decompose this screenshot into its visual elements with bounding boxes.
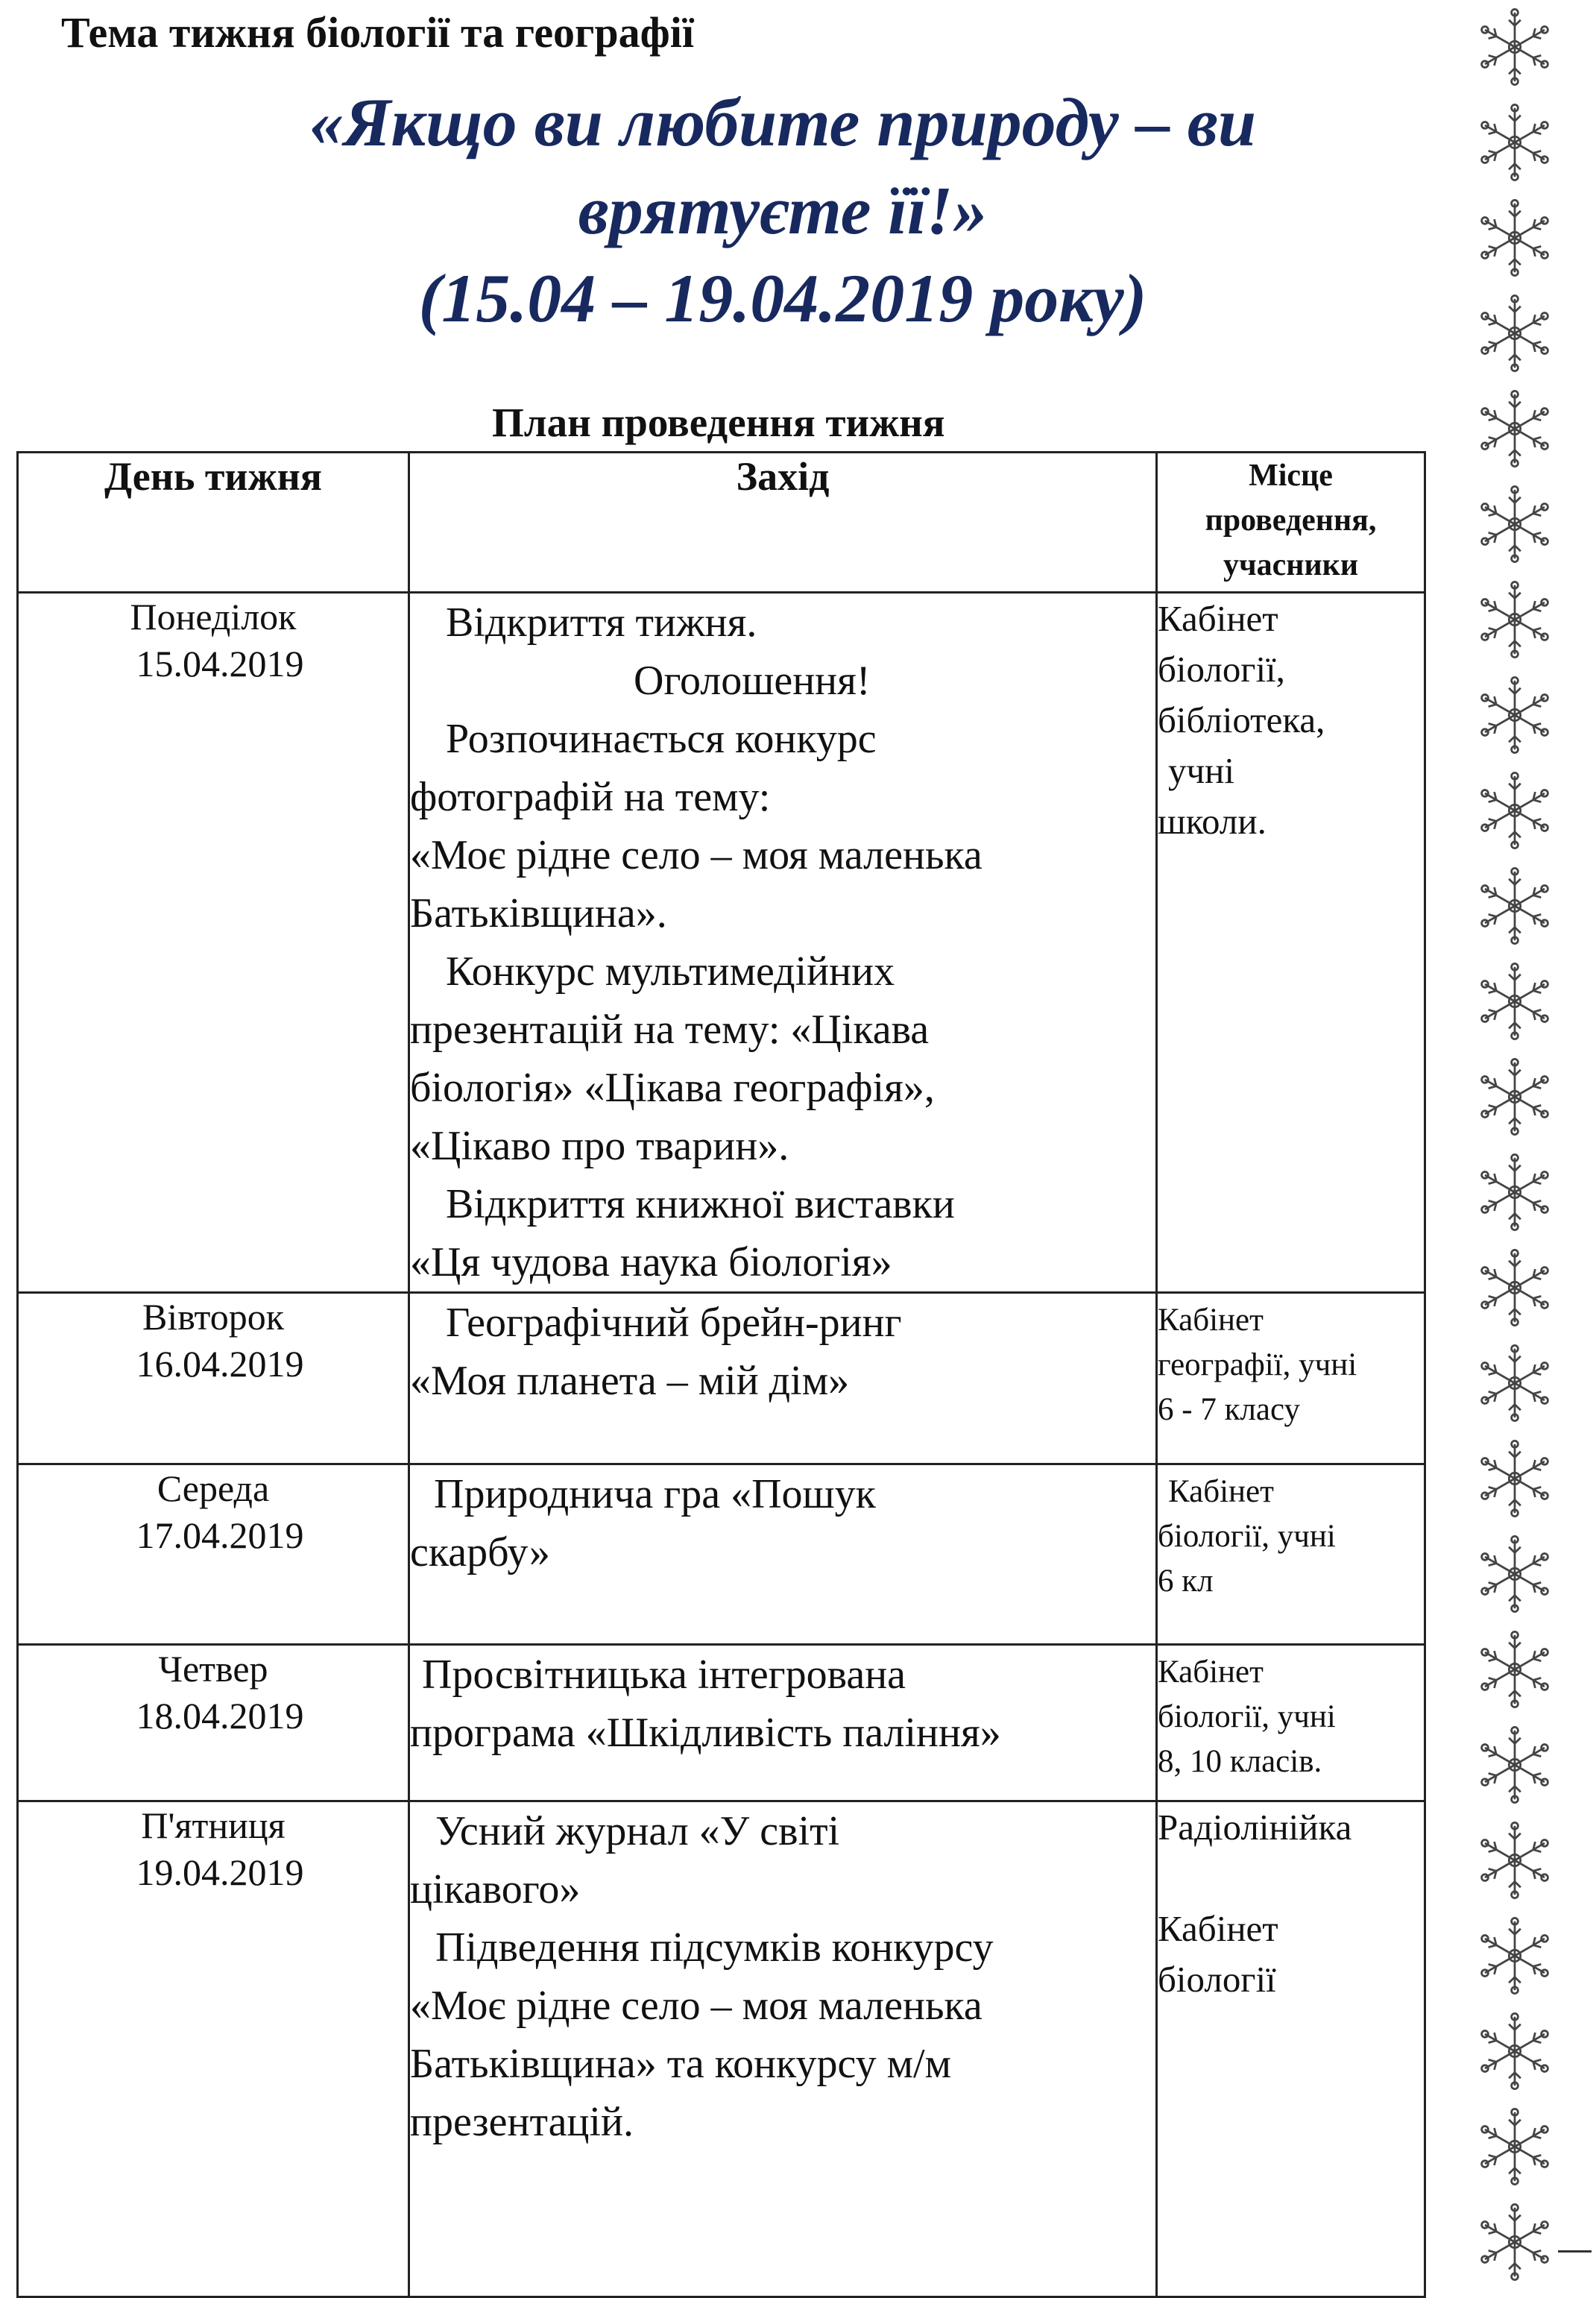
motto-dates: (15.04 – 19.04.2019 року) xyxy=(418,260,1147,336)
snowflake-icon xyxy=(1474,1628,1556,1710)
table-row xyxy=(18,593,1425,1293)
place-line: Радіолінійка xyxy=(1158,1807,1352,1848)
place-cell xyxy=(1157,1645,1425,1801)
event-line: презентацій на тему: «Цікава xyxy=(410,1007,930,1053)
snowflake-icon xyxy=(1474,674,1556,756)
day-date: 15.04.2019 xyxy=(136,643,304,684)
snowflake-icon xyxy=(1474,579,1556,661)
place-line: біології, учні xyxy=(1158,1699,1336,1734)
event-line: Природнича гра «Пошук xyxy=(434,1471,876,1517)
place-line: географії, учні xyxy=(1158,1347,1357,1382)
snowflake-icon xyxy=(1474,388,1556,470)
header-place xyxy=(1157,453,1425,593)
day-cell xyxy=(18,1645,409,1801)
snowflake-icon xyxy=(1474,483,1556,565)
place-line: Кабінет xyxy=(1158,598,1278,639)
event-line: Підведення підсумків конкурсу xyxy=(435,1924,994,1971)
event-cell xyxy=(409,1464,1157,1645)
event-line: Усний журнал «У світі xyxy=(435,1808,840,1854)
place-line: Кабінет xyxy=(1158,1655,1264,1690)
snowflake-icon xyxy=(1474,101,1556,183)
snowflake-icon xyxy=(1474,1533,1556,1615)
event-cell xyxy=(409,1801,1157,2297)
place-line: біології, учні xyxy=(1158,1519,1336,1554)
header-place-line: проведення, xyxy=(1205,503,1377,538)
day-cell xyxy=(18,1801,409,2297)
plan-title: План проведення тижня xyxy=(492,400,945,445)
header-place-line: Місце xyxy=(1249,459,1333,493)
snowflake-icon xyxy=(1474,197,1556,279)
day-date: 16.04.2019 xyxy=(136,1343,304,1385)
event-line: Просвітницька інтегрована xyxy=(422,1652,906,1698)
event-line: презентацій. xyxy=(410,2099,634,2145)
day-name: Четвер xyxy=(158,1648,268,1690)
snowflake-border xyxy=(1465,0,1577,2259)
motto-line-2: врятуєте її!» xyxy=(578,172,988,248)
event-cell xyxy=(409,1293,1157,1464)
event-line: фотографій на тему: xyxy=(410,774,771,820)
event-line: Відкриття книжної виставки xyxy=(446,1181,955,1227)
event-line: «Моє рідне село – моя маленька xyxy=(410,1983,982,2029)
snowflake-icon xyxy=(1474,865,1556,947)
event-cell xyxy=(409,593,1157,1293)
table-row xyxy=(18,1293,1425,1464)
place-cell xyxy=(1157,1293,1425,1464)
place-cell xyxy=(1157,593,1425,1293)
table-row xyxy=(18,1464,1425,1645)
day-cell xyxy=(18,1293,409,1464)
place-cell xyxy=(1157,1464,1425,1645)
week-topic-heading: Тема тижня біології та географії xyxy=(61,8,695,57)
footer-rule xyxy=(1558,2250,1592,2253)
place-line: 8, 10 класів. xyxy=(1158,1744,1322,1779)
place-line: 6 - 7 класу xyxy=(1158,1392,1301,1427)
place-line: школи. xyxy=(1158,801,1267,842)
day-name: Середа xyxy=(157,1467,270,1509)
snowflake-icon xyxy=(1474,1915,1556,1997)
event-line: Географічний брейн-ринг xyxy=(446,1300,902,1346)
plan-table xyxy=(16,451,1426,2298)
place-line: бібліотека, xyxy=(1158,699,1325,740)
event-line: «Цікаво про тварин». xyxy=(410,1123,789,1169)
header-place-line: учасники xyxy=(1223,548,1359,582)
place-line: Кабінет xyxy=(1158,1908,1278,1949)
event-line: Батьківщина». xyxy=(410,890,667,936)
day-name: П'ятниця xyxy=(141,1804,286,1846)
table-row xyxy=(18,1801,1425,2297)
snowflake-icon xyxy=(1474,1724,1556,1806)
snowflake-icon xyxy=(1474,1819,1556,1901)
snowflake-icon xyxy=(1474,2201,1556,2283)
snowflake-icon xyxy=(1474,6,1556,88)
snowflake-icon xyxy=(1474,960,1556,1042)
place-line: 6 кл xyxy=(1158,1564,1214,1599)
place-cell xyxy=(1157,1801,1425,2297)
snowflake-icon xyxy=(1474,1151,1556,1233)
snowflake-icon xyxy=(1474,2106,1556,2188)
snowflake-icon xyxy=(1474,1247,1556,1329)
table-row xyxy=(18,1645,1425,1801)
event-line: Відкриття тижня. xyxy=(446,599,757,646)
snowflake-icon xyxy=(1474,1342,1556,1424)
motto-line-1: «Якщо ви любите природу – ви xyxy=(309,84,1256,160)
event-line: біологія» «Цікава географія», xyxy=(410,1065,935,1111)
event-line: Конкурс мультимедійних xyxy=(446,948,895,995)
motto-title xyxy=(149,78,1416,342)
day-date: 19.04.2019 xyxy=(136,1851,304,1893)
table-header-row xyxy=(18,453,1425,593)
snowflake-icon xyxy=(1474,1438,1556,1520)
event-line: «Моє рідне село – моя маленька xyxy=(410,832,982,878)
event-line: Батьківщина» та конкурсу м/м xyxy=(410,2041,952,2087)
event-line: скарбу» xyxy=(410,1529,550,1575)
day-date: 18.04.2019 xyxy=(136,1695,304,1737)
event-line: «Ця чудова наука біологія» xyxy=(410,1239,892,1285)
event-line: «Моя планета – мій дім» xyxy=(410,1358,850,1404)
snowflake-icon xyxy=(1474,292,1556,374)
day-name: Вівторок xyxy=(142,1296,285,1338)
place-line: біології xyxy=(1158,1959,1276,2000)
event-line: Розпочинається конкурс xyxy=(446,716,877,762)
place-line: учні xyxy=(1168,750,1234,791)
day-name: Понеділок xyxy=(130,596,297,638)
place-line: Кабінет xyxy=(1168,1474,1274,1509)
day-cell xyxy=(18,1464,409,1645)
header-day: День тижня xyxy=(18,453,409,593)
event-line: програма «Шкідливість паління» xyxy=(410,1710,1001,1756)
snowflake-icon xyxy=(1474,769,1556,851)
place-line: біології, xyxy=(1158,649,1285,690)
event-cell xyxy=(409,1645,1157,1801)
place-line: Кабінет xyxy=(1158,1303,1264,1338)
event-line: цікавого» xyxy=(410,1866,581,1913)
snowflake-icon xyxy=(1474,1056,1556,1138)
day-date: 17.04.2019 xyxy=(136,1514,304,1556)
day-cell xyxy=(18,593,409,1293)
header-event: Захід xyxy=(409,453,1157,593)
event-line: Оголошення! xyxy=(634,658,871,704)
snowflake-icon xyxy=(1474,2010,1556,2092)
place-line xyxy=(1158,1853,1424,1904)
